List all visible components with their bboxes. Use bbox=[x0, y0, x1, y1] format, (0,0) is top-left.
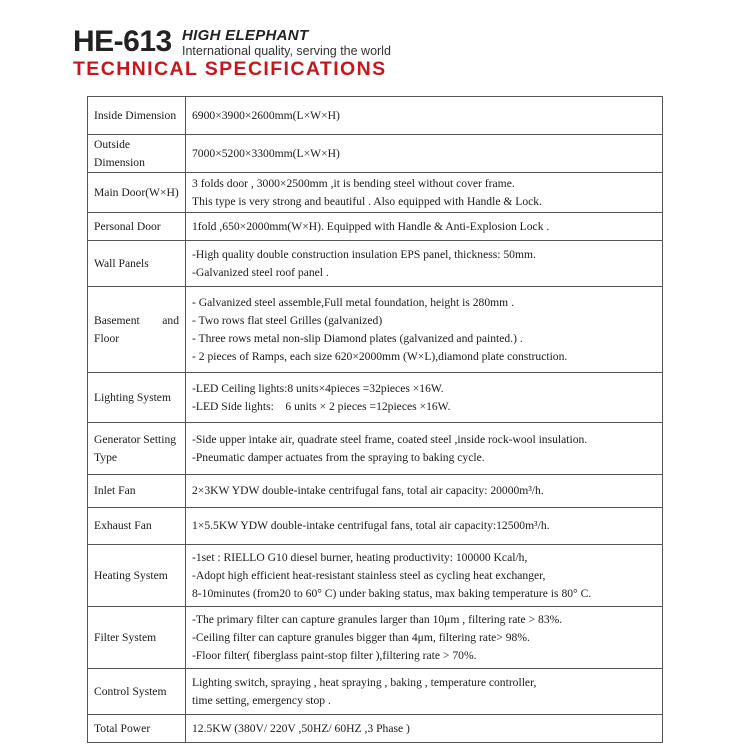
spec-value bbox=[186, 508, 663, 545]
spec-value-line: -1set : RIELLO G10 diesel burner, heating productivity: 100000 Kcal/h, bbox=[192, 550, 528, 564]
spec-row-exhaust-fan bbox=[88, 508, 663, 545]
brand-tagline: International quality, serving the world bbox=[182, 44, 391, 58]
spec-value-line: -LED Ceiling lights:8 units×4pieces =32pieces ×16W. bbox=[192, 381, 444, 395]
specifications-table bbox=[87, 96, 663, 743]
spec-label: Control System bbox=[88, 669, 186, 715]
spec-value-line: 12.5KW (380V/ 220V ,50HZ/ 60HZ ,3 Phase ) bbox=[192, 721, 410, 735]
spec-value bbox=[186, 135, 663, 173]
spec-label: Personal Door bbox=[88, 213, 186, 241]
spec-value-line: - Three rows metal non-slip Diamond plates (galvanized and painted.) . bbox=[192, 331, 523, 345]
spec-row-lighting-system bbox=[88, 373, 663, 423]
spec-value-line: 6900×3900×2600mm(L×W×H) bbox=[192, 108, 340, 122]
spec-label: Outside Dimension bbox=[88, 135, 186, 173]
spec-value-line: -Floor filter( fiberglass paint-stop filter ),filtering rate > 70%. bbox=[192, 648, 477, 662]
spec-value-line: -Ceiling filter can capture granules bigger than 4μm, filtering rate> 98%. bbox=[192, 630, 530, 644]
brand-name: HIGH ELEPHANT bbox=[182, 27, 309, 44]
spec-value-line: -The primary filter can capture granules larger than 10μm , filtering rate > 83%. bbox=[192, 612, 563, 626]
spec-label: Inside Dimension bbox=[88, 97, 186, 135]
spec-label: Exhaust Fan bbox=[88, 508, 186, 545]
brand-block bbox=[182, 28, 391, 58]
spec-label: Wall Panels bbox=[88, 241, 186, 287]
spec-row-wall-panels bbox=[88, 241, 663, 287]
spec-value-line: -High quality double construction insulation EPS panel, thickness: 50mm. bbox=[192, 247, 536, 261]
spec-label: Inlet Fan bbox=[88, 475, 186, 508]
spec-label: Main Door(W×H) bbox=[88, 173, 186, 213]
spec-value bbox=[186, 173, 663, 213]
spec-value-line: 1×5.5KW YDW double-intake centrifugal fans, total air capacity:12500m³/h. bbox=[192, 519, 550, 532]
spec-value-line: Lighting switch, spraying , heat spraying , baking , temperature controller, bbox=[192, 675, 537, 689]
spec-value bbox=[186, 97, 663, 135]
spec-value bbox=[186, 213, 663, 241]
spec-row-inside-dimension bbox=[88, 97, 663, 135]
spec-value-line: - Two rows flat steel Grilles (galvanized) bbox=[192, 313, 383, 327]
model-number: HE-613 bbox=[73, 25, 172, 58]
spec-label: Heating System bbox=[88, 545, 186, 607]
spec-value bbox=[186, 287, 663, 373]
spec-row-basement-floor bbox=[88, 287, 663, 373]
spec-label: Lighting System bbox=[88, 373, 186, 423]
spec-value-line: 3 folds door , 3000×2500mm ,it is bending steel without cover frame. bbox=[192, 176, 515, 190]
spec-value bbox=[186, 715, 663, 743]
spec-value-line: -Adopt high efficient heat-resistant stainless steel as cycling heat exchanger, bbox=[192, 568, 546, 582]
spec-value-line: 1fold ,650×2000mm(W×H). Equipped with Handle & Anti-Explosion Lock . bbox=[192, 219, 550, 233]
spec-row-outside-dimension bbox=[88, 135, 663, 173]
spec-value bbox=[186, 475, 663, 508]
spec-value-line: 7000×5200×3300mm(L×W×H) bbox=[192, 146, 340, 160]
spec-row-heating-system bbox=[88, 545, 663, 607]
spec-row-filter-system bbox=[88, 607, 663, 669]
spec-label: Basement and Floor bbox=[88, 287, 186, 373]
spec-value-line: This type is very strong and beautiful . Also equipped with Handle & Lock. bbox=[192, 194, 543, 208]
spec-value-line: time setting, emergency stop . bbox=[192, 693, 331, 707]
spec-value bbox=[186, 669, 663, 715]
spec-row-personal-door bbox=[88, 213, 663, 241]
spec-value bbox=[186, 373, 663, 423]
spec-value-line: - Galvanized steel assemble,Full metal foundation, height is 280mm . bbox=[192, 295, 514, 309]
spec-sheet-header bbox=[0, 0, 750, 90]
spec-value bbox=[186, 423, 663, 475]
spec-row-main-door bbox=[88, 173, 663, 213]
spec-value-line: 2×3KW YDW double-intake centrifugal fans, total air capacity: 20000m³/h. bbox=[192, 484, 544, 497]
spec-value bbox=[186, 241, 663, 287]
spec-label: Total Power bbox=[88, 715, 186, 743]
spec-row-control-system bbox=[88, 669, 663, 715]
spec-label: Filter System bbox=[88, 607, 186, 669]
spec-value bbox=[186, 545, 663, 607]
spec-value-line: - 2 pieces of Ramps, each size 620×2000mm (W×L),diamond plate construction. bbox=[192, 349, 568, 363]
spec-row-total-power bbox=[88, 715, 663, 743]
spec-row-generator-setting bbox=[88, 423, 663, 475]
spec-label: Generator Setting Type bbox=[88, 423, 186, 475]
spec-value-line: -LED Side lights: 6 units × 2 pieces =12pieces ×16W. bbox=[192, 399, 451, 413]
spec-value-line: -Pneumatic damper actuates from the spraying to baking cycle. bbox=[192, 450, 485, 464]
spec-value-line: -Side upper intake air, quadrate steel frame, coated steel ,inside rock-wool insulation. bbox=[192, 432, 588, 446]
spec-value-line: 8-10minutes (from20 to 60° C) under baking status, max baking temperature is 80° C. bbox=[192, 586, 592, 600]
spec-value bbox=[186, 607, 663, 669]
spec-value-line: -Galvanized steel roof panel . bbox=[192, 265, 329, 279]
page-title: TECHNICAL SPECIFICATIONS bbox=[73, 58, 387, 80]
spec-row-inlet-fan bbox=[88, 475, 663, 508]
